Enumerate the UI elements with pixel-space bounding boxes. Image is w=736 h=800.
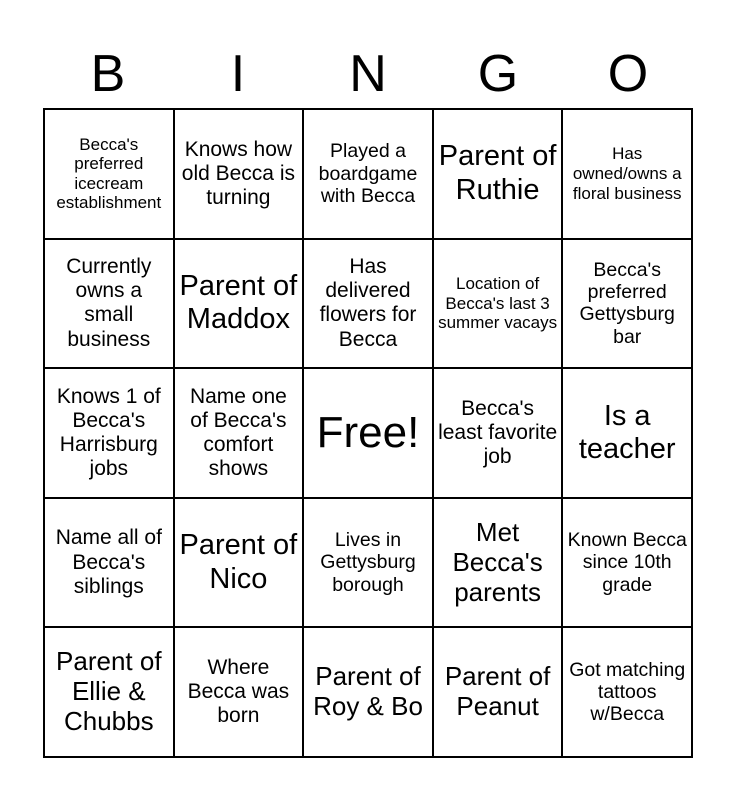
bingo-cell[interactable] bbox=[303, 239, 433, 369]
cell-text: Has owned/owns a floral business bbox=[572, 144, 682, 203]
cell-text: Becca's preferred Gettysburg bar bbox=[579, 258, 675, 348]
bingo-cell[interactable] bbox=[174, 239, 304, 369]
bingo-board bbox=[43, 108, 693, 758]
free-space-text: Free! bbox=[316, 407, 420, 457]
header-letter-g: G bbox=[477, 45, 519, 103]
cell-text: Knows how old Becca is turning bbox=[181, 137, 295, 209]
bingo-cell[interactable] bbox=[174, 368, 304, 498]
bingo-cell[interactable] bbox=[174, 109, 304, 239]
header-letter-o: O bbox=[607, 45, 649, 103]
header-letter-b: B bbox=[90, 45, 126, 103]
cell-text: Name one of Becca's comfort shows bbox=[189, 384, 287, 481]
cell-text: Becca's preferred icecream establishment bbox=[56, 134, 162, 213]
cell-text: Known Becca since 10th grade bbox=[567, 528, 687, 596]
bingo-cell[interactable] bbox=[174, 498, 304, 628]
cell-text: Played a boardgame with Becca bbox=[318, 140, 418, 207]
cell-text: Lives in Gettysburg borough bbox=[320, 528, 416, 596]
cell-text: Parent of Peanut bbox=[444, 661, 551, 722]
cell-text: Parent of Ellie & Chubbs bbox=[56, 646, 162, 737]
cell-text: Met Becca's parents bbox=[452, 516, 543, 607]
bingo-cell[interactable] bbox=[433, 498, 563, 628]
bingo-cell[interactable] bbox=[433, 368, 563, 498]
bingo-cell[interactable] bbox=[562, 627, 692, 757]
header-letter-i: I bbox=[230, 45, 246, 103]
cell-text: Parent of Maddox bbox=[179, 270, 298, 336]
bingo-cell[interactable] bbox=[174, 627, 304, 757]
bingo-cell[interactable] bbox=[562, 368, 692, 498]
bingo-cell-free[interactable] bbox=[303, 368, 433, 498]
cell-text: Where Becca was born bbox=[187, 655, 290, 728]
bingo-cell[interactable] bbox=[433, 109, 563, 239]
cell-text: Parent of Roy & Bo bbox=[313, 661, 423, 722]
cell-text: Is a teacher bbox=[578, 399, 676, 465]
bingo-header bbox=[43, 40, 693, 108]
cell-text: Becca's least favorite job bbox=[438, 396, 558, 469]
cell-text: Parent of Nico bbox=[179, 529, 298, 595]
bingo-cell[interactable] bbox=[44, 239, 174, 369]
bingo-cell[interactable] bbox=[303, 109, 433, 239]
bingo-cell[interactable] bbox=[44, 109, 174, 239]
bingo-cell[interactable] bbox=[562, 239, 692, 369]
bingo-cell[interactable] bbox=[433, 627, 563, 757]
cell-text: Location of Becca's last 3 summer vacays bbox=[438, 274, 558, 333]
cell-text: Has delivered flowers for Becca bbox=[319, 255, 417, 351]
cell-text: Parent of Ruthie bbox=[438, 140, 557, 206]
bingo-cell[interactable] bbox=[562, 498, 692, 628]
header-letter-n: N bbox=[349, 45, 387, 103]
bingo-cell[interactable] bbox=[44, 368, 174, 498]
bingo-cell[interactable] bbox=[303, 627, 433, 757]
cell-text: Got matching tattoos w/Becca bbox=[569, 658, 686, 726]
bingo-cell[interactable] bbox=[562, 109, 692, 239]
bingo-cell[interactable] bbox=[44, 498, 174, 628]
cell-text: Knows 1 of Becca's Harrisburg jobs bbox=[56, 384, 161, 481]
bingo-cell[interactable] bbox=[433, 239, 563, 369]
cell-text: Name all of Becca's siblings bbox=[55, 526, 162, 598]
bingo-cell[interactable] bbox=[44, 627, 174, 757]
cell-text: Currently owns a small business bbox=[66, 255, 152, 351]
bingo-cell[interactable] bbox=[303, 498, 433, 628]
